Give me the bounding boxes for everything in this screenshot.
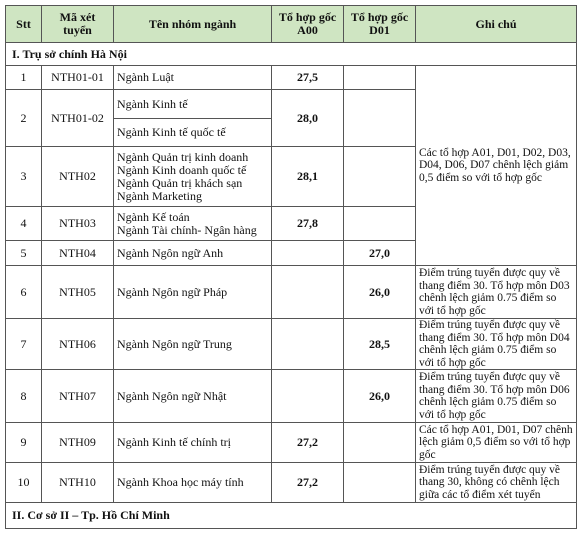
cell-ma: NTH09 <box>42 423 114 463</box>
cell-d01 <box>344 66 416 90</box>
cell-ghi-chu: Điểm trúng tuyển được quy về thang điểm 30. Tổ hợp môn D03 chênh lệch giảm 0.75 điểm so với tổ hợp gốc <box>416 266 577 319</box>
cell-stt: 9 <box>6 423 42 463</box>
cell-stt: 2 <box>6 90 42 147</box>
cell-ma: NTH01-01 <box>42 66 114 90</box>
table-row <box>6 266 577 319</box>
cell-stt: 1 <box>6 66 42 90</box>
cell-d01: 28,5 <box>344 319 416 370</box>
cell-ghi-chu-merged: Các tổ hợp A01, D01, D02, D03, D04, D06, D07 chênh lệch giảm 0,5 điểm so với tổ hợp gốc <box>416 66 577 266</box>
cell-nganh: Ngành Kinh tế <box>114 90 272 119</box>
cell-ghi-chu: Điểm trúng tuyển được quy về thang 30, không có chênh lệch giữa các tổ điểm xét tuyển <box>416 463 577 503</box>
cell-d01: 26,0 <box>344 266 416 319</box>
cell-ghi-chu: Điểm trúng tuyển được quy về thang điểm 30. Tổ hợp môn D06 chênh lệch giảm 0.75 điểm so với tổ hợp gốc <box>416 370 577 423</box>
cell-ma: NTH05 <box>42 266 114 319</box>
cell-nganh: Ngành Luật <box>114 66 272 90</box>
admission-score-table <box>5 5 577 529</box>
cell-a00 <box>272 266 344 319</box>
cell-a00 <box>272 319 344 370</box>
table-row <box>6 319 577 370</box>
header-d01: Tổ hợp gốc D01 <box>344 6 416 43</box>
section-row-ha-noi <box>6 43 577 66</box>
cell-a00: 28,1 <box>272 147 344 207</box>
cell-a00: 28,0 <box>272 90 344 147</box>
cell-stt: 6 <box>6 266 42 319</box>
cell-ma: NTH02 <box>42 147 114 207</box>
section-row-hcm <box>6 503 577 529</box>
cell-ma: NTH04 <box>42 241 114 266</box>
cell-d01 <box>344 90 416 147</box>
cell-nganh: Ngành Ngôn ngữ Anh <box>114 241 272 266</box>
header-stt: Stt <box>6 6 42 43</box>
cell-stt: 5 <box>6 241 42 266</box>
cell-ma: NTH10 <box>42 463 114 503</box>
cell-nganh: Ngành Ngôn ngữ Trung <box>114 319 272 370</box>
cell-nganh: Ngành Ngôn ngữ Nhật <box>114 370 272 423</box>
header-ghi-chu: Ghi chú <box>416 6 577 43</box>
cell-a00: 27,5 <box>272 66 344 90</box>
cell-stt: 10 <box>6 463 42 503</box>
cell-nganh: Ngành Quản trị kinh doanh Ngành Kinh doanh quốc tế Ngành Quản trị khách sạn Ngành Marketing <box>114 147 272 207</box>
cell-a00: 27,2 <box>272 423 344 463</box>
cell-nganh: Ngành Kinh tế quốc tế <box>114 119 272 147</box>
cell-d01 <box>344 147 416 207</box>
cell-stt: 8 <box>6 370 42 423</box>
cell-a00: 27,8 <box>272 207 344 241</box>
cell-stt: 3 <box>6 147 42 207</box>
cell-nganh: Ngành Khoa học máy tính <box>114 463 272 503</box>
cell-stt: 7 <box>6 319 42 370</box>
table-row <box>6 66 577 90</box>
header-ten-nhom-nganh: Tên nhóm ngành <box>114 6 272 43</box>
cell-ghi-chu: Các tổ hợp A01, D01, D07 chênh lệch giảm 0,5 điểm so với tổ hợp gốc <box>416 423 577 463</box>
cell-ma: NTH06 <box>42 319 114 370</box>
cell-ma: NTH01-02 <box>42 90 114 147</box>
cell-a00 <box>272 370 344 423</box>
table-row <box>6 463 577 503</box>
header-ma-xet-tuyen: Mã xét tuyển <box>42 6 114 43</box>
cell-a00 <box>272 241 344 266</box>
cell-d01 <box>344 423 416 463</box>
table-row <box>6 370 577 423</box>
admission-table-container <box>5 5 577 529</box>
cell-d01: 26,0 <box>344 370 416 423</box>
cell-d01: 27,0 <box>344 241 416 266</box>
cell-ma: NTH03 <box>42 207 114 241</box>
cell-a00: 27,2 <box>272 463 344 503</box>
cell-d01 <box>344 463 416 503</box>
cell-nganh: Ngành Kinh tế chính trị <box>114 423 272 463</box>
cell-stt: 4 <box>6 207 42 241</box>
cell-ma: NTH07 <box>42 370 114 423</box>
header-row <box>6 6 577 43</box>
cell-nganh: Ngành Kế toán Ngành Tài chính- Ngân hàng <box>114 207 272 241</box>
table-row <box>6 423 577 463</box>
section-title: II. Cơ sở II – Tp. Hồ Chí Minh <box>6 503 577 529</box>
header-a00: Tổ hợp gốc A00 <box>272 6 344 43</box>
cell-ghi-chu: Điểm trúng tuyển được quy về thang điểm 30. Tổ hợp môn D04 chênh lệch giảm 0.75 điểm so với tổ hợp gốc <box>416 319 577 370</box>
cell-d01 <box>344 207 416 241</box>
section-title: I. Trụ sở chính Hà Nội <box>6 43 577 66</box>
cell-nganh: Ngành Ngôn ngữ Pháp <box>114 266 272 319</box>
